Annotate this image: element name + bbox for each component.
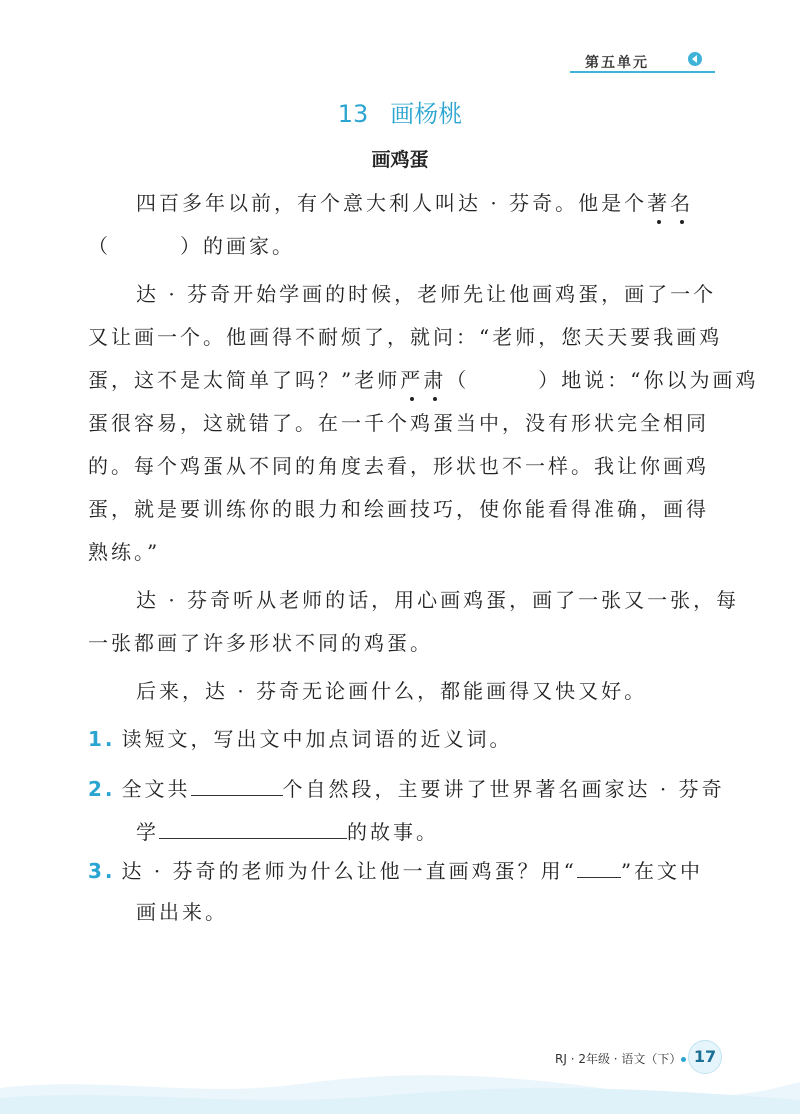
- lesson-title: [0, 94, 800, 129]
- lesson-name: 画杨桃: [390, 100, 463, 128]
- unit-underline: [570, 71, 715, 73]
- question-number: 2.: [88, 777, 116, 801]
- question-number: 3.: [88, 859, 116, 883]
- dotted-char: 肃: [423, 368, 447, 392]
- question-2-line-2: 学 的故事。: [136, 820, 439, 844]
- paragraph-1-line-1: 四百多年以前，有个意大利人叫达 · 芬奇。他是个著名: [136, 191, 694, 215]
- underline-mark-sample: [577, 857, 621, 878]
- paragraph-4: 后来，达 · 芬奇无论画什么，都能画得又快又好。: [136, 679, 648, 703]
- paragraph-3-line-2: 一张都画了许多形状不同的鸡蛋。: [88, 631, 433, 655]
- paragraph-2-line-3: 蛋，这不是太简单了吗？”老师严肃（ ）地说：“你以为画鸡: [88, 368, 759, 392]
- question-number: 1.: [88, 727, 116, 751]
- paragraph-2-line-4: 蛋很容易，这就错了。在一千个鸡蛋当中，没有形状完全相同: [88, 411, 709, 435]
- paragraph-1-line-2: （ ）的画家。: [88, 234, 295, 258]
- paragraph-2-line-7: 熟练。”: [88, 540, 161, 564]
- paragraph-2-line-1: 达 · 芬奇开始学画的时候，老师先让他画鸡蛋，画了一个: [136, 282, 717, 306]
- unit-arrow-icon: [688, 52, 702, 66]
- question-3-line-2: 画出来。: [136, 900, 228, 924]
- lesson-number: 13: [337, 100, 369, 128]
- dotted-char: 著: [647, 191, 671, 215]
- unit-header: 第五单元: [585, 55, 649, 71]
- question-1: 1. 读短文，写出文中加点词语的近义词。: [88, 727, 513, 751]
- answer-blank-content[interactable]: [159, 818, 347, 839]
- dotted-char: 名: [670, 191, 694, 215]
- paragraph-2-line-6: 蛋，就是要训练你的眼力和绘画技巧，使你能看得准确，画得: [88, 497, 709, 521]
- paragraph-2-line-2: 又让画一个。他画得不耐烦了，就问：“老师，您天天要我画鸡: [88, 325, 723, 349]
- footer-dot: [681, 1057, 686, 1062]
- footer-book-info: RJ · 2年级 · 语文（下）: [555, 1052, 682, 1066]
- answer-blank-paragraphs[interactable]: [191, 775, 283, 796]
- question-2: 2. 全文共 个自然段，主要讲了世界著名画家达 · 芬奇: [88, 777, 725, 801]
- question-3: 3. 达 · 芬奇的老师为什么让他一直画鸡蛋？用“ ”在文中: [88, 859, 704, 883]
- page-number: 17: [688, 1040, 722, 1074]
- dotted-char: 严: [400, 368, 424, 392]
- paragraph-3-line-1: 达 · 芬奇听从老师的话，用心画鸡蛋，画了一张又一张，每: [136, 588, 740, 612]
- paragraph-2-line-5: 的。每个鸡蛋从不同的角度去看，形状也不一样。我让你画鸡: [88, 454, 709, 478]
- reading-title: 画鸡蛋: [371, 149, 429, 171]
- bottom-wave-decoration: [0, 1068, 800, 1114]
